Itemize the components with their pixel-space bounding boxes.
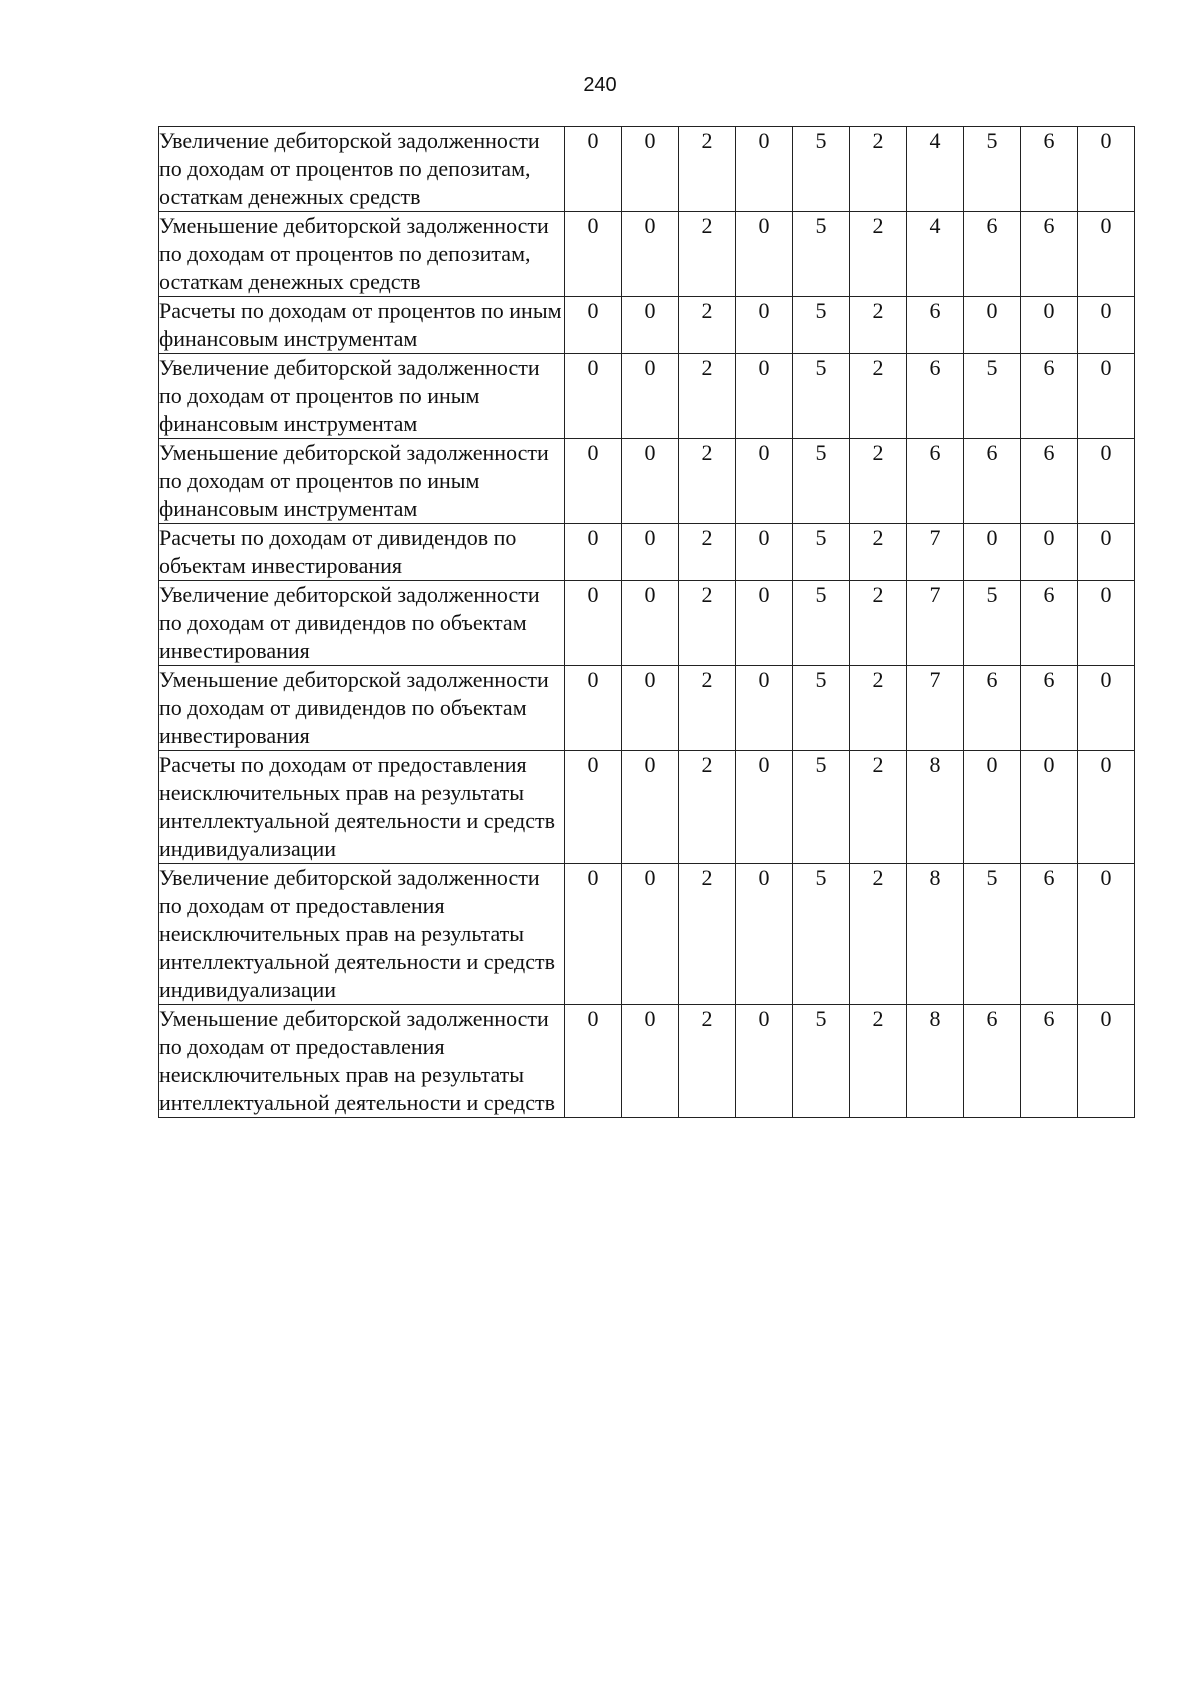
code-digit-cell: 5 (793, 127, 850, 212)
account-name-cell: Расчеты по доходам от предоставления неисключительных прав на результаты интеллектуальной деятельности и средств индивидуализации (159, 751, 565, 864)
code-digit-cell: 6 (964, 212, 1021, 297)
code-digit-cell: 0 (736, 297, 793, 354)
code-digit-cell: 6 (1021, 439, 1078, 524)
code-digit-cell: 2 (850, 1005, 907, 1118)
code-digit-cell: 0 (565, 439, 622, 524)
code-digit-cell: 2 (850, 127, 907, 212)
table-row (159, 864, 1135, 1005)
code-digit-cell: 5 (793, 524, 850, 581)
code-digit-cell: 5 (793, 297, 850, 354)
code-digit-cell: 2 (850, 354, 907, 439)
code-digit-cell: 5 (793, 666, 850, 751)
code-digit-cell: 6 (1021, 212, 1078, 297)
table-row (159, 439, 1135, 524)
code-digit-cell: 0 (1078, 751, 1135, 864)
code-digit-cell: 0 (1021, 751, 1078, 864)
code-digit-cell: 0 (736, 666, 793, 751)
code-digit-cell: 2 (679, 666, 736, 751)
table-row (159, 127, 1135, 212)
code-digit-cell: 0 (1078, 864, 1135, 1005)
code-digit-cell: 2 (679, 1005, 736, 1118)
code-digit-cell: 5 (793, 581, 850, 666)
table-row (159, 524, 1135, 581)
code-digit-cell: 5 (793, 439, 850, 524)
code-digit-cell: 2 (679, 354, 736, 439)
code-digit-cell: 0 (1078, 439, 1135, 524)
code-digit-cell: 0 (622, 666, 679, 751)
code-digit-cell: 5 (793, 751, 850, 864)
code-digit-cell: 0 (565, 297, 622, 354)
code-digit-cell: 0 (565, 666, 622, 751)
code-digit-cell: 0 (622, 1005, 679, 1118)
table-row (159, 212, 1135, 297)
table-row (159, 1005, 1135, 1118)
code-digit-cell: 6 (1021, 127, 1078, 212)
code-digit-cell: 0 (565, 864, 622, 1005)
code-digit-cell: 6 (1021, 581, 1078, 666)
code-digit-cell: 0 (1078, 297, 1135, 354)
code-digit-cell: 6 (907, 439, 964, 524)
code-digit-cell: 0 (622, 297, 679, 354)
code-digit-cell: 5 (793, 864, 850, 1005)
table-row (159, 297, 1135, 354)
account-name-cell: Уменьшение дебиторской задолженности по доходам от дивидендов по объектам инвестирования (159, 666, 565, 751)
code-digit-cell: 7 (907, 524, 964, 581)
code-digit-cell: 2 (850, 524, 907, 581)
code-digit-cell: 0 (565, 524, 622, 581)
account-name-cell: Уменьшение дебиторской задолженности по доходам от процентов по иным финансовым инструментам (159, 439, 565, 524)
code-digit-cell: 0 (1078, 212, 1135, 297)
account-name-cell: Увеличение дебиторской задолженности по доходам от процентов по депозитам, остаткам денежных средств (159, 127, 565, 212)
code-digit-cell: 0 (565, 354, 622, 439)
account-name-cell: Уменьшение дебиторской задолженности по доходам от процентов по депозитам, остаткам денежных средств (159, 212, 565, 297)
code-digit-cell: 0 (565, 751, 622, 864)
code-digit-cell: 6 (1021, 354, 1078, 439)
code-digit-cell: 8 (907, 751, 964, 864)
code-digit-cell: 0 (565, 127, 622, 212)
code-digit-cell: 2 (679, 127, 736, 212)
code-digit-cell: 6 (1021, 864, 1078, 1005)
code-digit-cell: 5 (964, 864, 1021, 1005)
code-digit-cell: 8 (907, 1005, 964, 1118)
code-digit-cell: 2 (850, 864, 907, 1005)
code-digit-cell: 2 (679, 212, 736, 297)
code-digit-cell: 2 (850, 751, 907, 864)
code-digit-cell: 2 (679, 864, 736, 1005)
code-digit-cell: 4 (907, 127, 964, 212)
code-digit-cell: 7 (907, 666, 964, 751)
code-digit-cell: 0 (1078, 524, 1135, 581)
code-digit-cell: 6 (964, 666, 1021, 751)
code-digit-cell: 7 (907, 581, 964, 666)
code-digit-cell: 5 (793, 212, 850, 297)
code-digit-cell: 8 (907, 864, 964, 1005)
code-digit-cell: 0 (622, 524, 679, 581)
code-digit-cell: 4 (907, 212, 964, 297)
code-digit-cell: 5 (964, 127, 1021, 212)
code-digit-cell: 0 (736, 581, 793, 666)
code-digit-cell: 2 (850, 439, 907, 524)
page-number: 240 (583, 74, 617, 96)
account-code-table (158, 126, 1135, 1118)
code-digit-cell: 2 (679, 439, 736, 524)
code-digit-cell: 5 (793, 354, 850, 439)
code-digit-cell: 0 (736, 212, 793, 297)
code-digit-cell: 0 (622, 581, 679, 666)
code-digit-cell: 2 (679, 524, 736, 581)
code-digit-cell: 0 (622, 212, 679, 297)
code-digit-cell: 0 (736, 354, 793, 439)
code-digit-cell: 0 (1021, 297, 1078, 354)
code-digit-cell: 0 (1078, 666, 1135, 751)
code-digit-cell: 5 (964, 354, 1021, 439)
code-digit-cell: 0 (1078, 127, 1135, 212)
code-digit-cell: 0 (736, 524, 793, 581)
code-digit-cell: 2 (850, 212, 907, 297)
code-digit-cell: 2 (850, 666, 907, 751)
code-digit-cell: 5 (964, 581, 1021, 666)
code-digit-cell: 2 (679, 581, 736, 666)
code-digit-cell: 0 (736, 127, 793, 212)
table-row (159, 751, 1135, 864)
account-name-cell: Увеличение дебиторской задолженности по доходам от процентов по иным финансовым инструментам (159, 354, 565, 439)
table-row (159, 354, 1135, 439)
code-digit-cell: 0 (565, 212, 622, 297)
code-digit-cell: 0 (736, 1005, 793, 1118)
code-digit-cell: 0 (736, 751, 793, 864)
code-digit-cell: 0 (1078, 1005, 1135, 1118)
table-body (159, 127, 1135, 1118)
code-digit-cell: 0 (1078, 354, 1135, 439)
code-digit-cell: 2 (679, 751, 736, 864)
code-digit-cell: 6 (964, 439, 1021, 524)
code-digit-cell: 0 (622, 864, 679, 1005)
code-digit-cell: 6 (1021, 666, 1078, 751)
code-digit-cell: 0 (622, 751, 679, 864)
code-digit-cell: 0 (964, 297, 1021, 354)
code-digit-cell: 6 (964, 1005, 1021, 1118)
code-digit-cell: 6 (907, 297, 964, 354)
code-digit-cell: 2 (850, 297, 907, 354)
code-digit-cell: 0 (964, 751, 1021, 864)
table-row (159, 666, 1135, 751)
code-digit-cell: 6 (1021, 1005, 1078, 1118)
code-digit-cell: 0 (736, 439, 793, 524)
code-digit-cell: 0 (565, 581, 622, 666)
account-name-cell: Увеличение дебиторской задолженности по доходам от дивидендов по объектам инвестирования (159, 581, 565, 666)
account-name-cell: Расчеты по доходам от процентов по иным финансовым инструментам (159, 297, 565, 354)
code-digit-cell: 0 (1021, 524, 1078, 581)
code-digit-cell: 0 (736, 864, 793, 1005)
code-digit-cell: 2 (850, 581, 907, 666)
code-digit-cell: 0 (964, 524, 1021, 581)
code-digit-cell: 6 (907, 354, 964, 439)
account-name-cell: Увеличение дебиторской задолженности по доходам от предоставления неисключительных прав на результаты интеллектуальной деятельности и средств индивидуализации (159, 864, 565, 1005)
code-digit-cell: 2 (679, 297, 736, 354)
account-name-cell: Уменьшение дебиторской задолженности по доходам от предоставления неисключительных прав на результаты интеллектуальной деятельности и средств (159, 1005, 565, 1118)
code-digit-cell: 0 (622, 354, 679, 439)
code-digit-cell: 0 (622, 127, 679, 212)
code-digit-cell: 0 (565, 1005, 622, 1118)
code-digit-cell: 0 (622, 439, 679, 524)
code-digit-cell: 5 (793, 1005, 850, 1118)
code-digit-cell: 0 (1078, 581, 1135, 666)
table-row (159, 581, 1135, 666)
account-name-cell: Расчеты по доходам от дивидендов по объектам инвестирования (159, 524, 565, 581)
